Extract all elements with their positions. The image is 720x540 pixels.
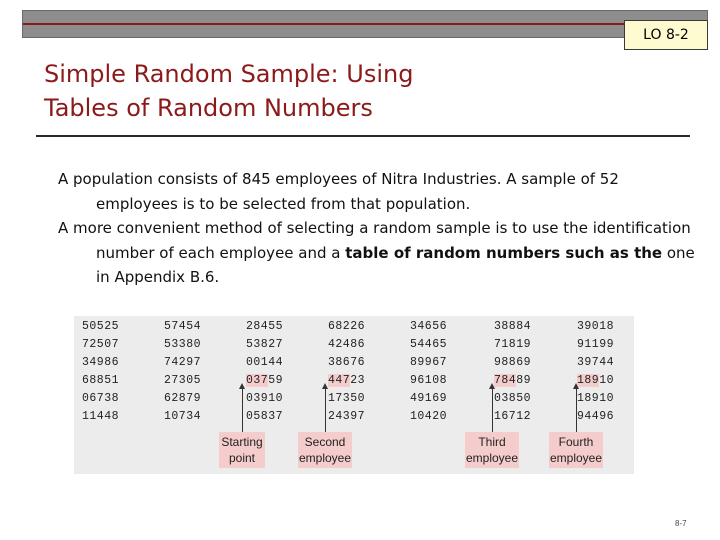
remaining-digits: 23 <box>350 374 366 387</box>
page-number: 8-7 <box>675 519 687 528</box>
random-number-cell: 05837 <box>246 410 284 423</box>
paragraph-method <box>58 216 698 290</box>
random-number-cell <box>328 374 365 387</box>
body-text <box>58 167 698 290</box>
label-starting-point <box>219 432 265 468</box>
random-number-cell: 96108 <box>410 374 448 387</box>
selected-digits: 037 <box>246 374 269 387</box>
arrow-fourth-employee <box>576 388 577 432</box>
random-number-cell: 94496 <box>577 410 615 423</box>
random-number-cell: 68851 <box>82 374 120 387</box>
label-third-employee-line-2: employee <box>465 451 519 465</box>
random-number-cell: 42486 <box>328 338 366 351</box>
label-fourth-employee-line-2: employee <box>549 451 603 465</box>
random-number-cell: 11448 <box>82 410 120 423</box>
label-second-employee-line-2: employee <box>298 451 352 465</box>
selected-digits: 784 <box>494 374 517 387</box>
random-number-cell: 27305 <box>164 374 202 387</box>
random-number-cell: 68226 <box>328 320 366 333</box>
slide-title <box>44 57 604 125</box>
random-number-cell: 53380 <box>164 338 202 351</box>
random-number-cell: 62879 <box>164 392 202 405</box>
paragraph-method-bold: table of random numbers such as the <box>345 243 663 262</box>
random-number-cell <box>246 374 283 387</box>
random-number-cell <box>494 374 531 387</box>
random-number-cell: 16712 <box>494 410 532 423</box>
slide-title-line-1: Simple Random Sample: Using <box>44 60 414 88</box>
label-second-employee-line-1: Second <box>304 435 346 449</box>
random-number-cell: 50525 <box>82 320 120 333</box>
selected-digits: 189 <box>577 374 600 387</box>
random-number-cell: 00144 <box>246 356 284 369</box>
slide-title-line-2: Tables of Random Numbers <box>44 94 373 122</box>
random-number-cell: 10420 <box>410 410 448 423</box>
selected-digits: 447 <box>328 374 351 387</box>
label-fourth-employee-line-1: Fourth <box>558 435 594 449</box>
random-number-cell: 03910 <box>246 392 284 405</box>
header-accent-line <box>23 23 707 25</box>
random-number-cell: 06738 <box>82 392 120 405</box>
header-bar <box>22 10 708 38</box>
random-number-table <box>74 316 634 474</box>
remaining-digits: 59 <box>268 374 284 387</box>
label-third-employee <box>465 432 519 468</box>
title-divider <box>36 135 690 137</box>
random-number-cell <box>577 374 614 387</box>
random-number-cell: 10734 <box>164 410 202 423</box>
random-number-cell: 39018 <box>577 320 615 333</box>
random-number-cell: 34986 <box>82 356 120 369</box>
arrow-third-employee <box>492 388 493 432</box>
random-number-cell: 03850 <box>494 392 532 405</box>
random-number-cell: 57454 <box>164 320 202 333</box>
remaining-digits: 10 <box>599 374 615 387</box>
random-number-cell: 98869 <box>494 356 532 369</box>
random-digit-grid <box>74 316 634 426</box>
random-number-cell: 54465 <box>410 338 448 351</box>
arrow-second-employee <box>325 388 326 432</box>
paragraph-population: A population consists of 845 employees of Nitra Industries. A sample of 52 employees is to be selected from that population. <box>58 170 619 213</box>
random-number-cell: 53827 <box>246 338 284 351</box>
label-third-employee-line-1: Third <box>478 435 506 449</box>
label-starting-point-line-1: Starting <box>221 435 263 449</box>
random-number-cell: 39744 <box>577 356 615 369</box>
paragraph-method-end: one in Appendix B.6. <box>96 243 695 286</box>
random-number-cell: 91199 <box>577 338 615 351</box>
random-number-cell: 74297 <box>164 356 202 369</box>
random-number-cell: 72507 <box>82 338 120 351</box>
random-number-cell: 34656 <box>410 320 448 333</box>
random-number-cell: 89967 <box>410 356 448 369</box>
random-number-cell: 38884 <box>494 320 532 333</box>
label-starting-point-line-2: point <box>228 451 256 465</box>
arrow-starting-point <box>242 388 243 432</box>
random-number-cell: 71819 <box>494 338 532 351</box>
random-number-cell: 17350 <box>328 392 366 405</box>
random-number-cell: 28455 <box>246 320 284 333</box>
paragraph-method-start: A more convenient method of selecting a random sample is to use the identification number of each employee and a <box>58 219 691 262</box>
random-number-cell: 49169 <box>410 392 448 405</box>
label-fourth-employee <box>549 432 603 468</box>
lo-badge: LO 8-2 <box>624 20 708 50</box>
random-number-cell: 24397 <box>328 410 366 423</box>
remaining-digits: 89 <box>516 374 532 387</box>
label-second-employee <box>298 432 352 468</box>
random-number-cell: 38676 <box>328 356 366 369</box>
random-number-cell: 18910 <box>577 392 615 405</box>
